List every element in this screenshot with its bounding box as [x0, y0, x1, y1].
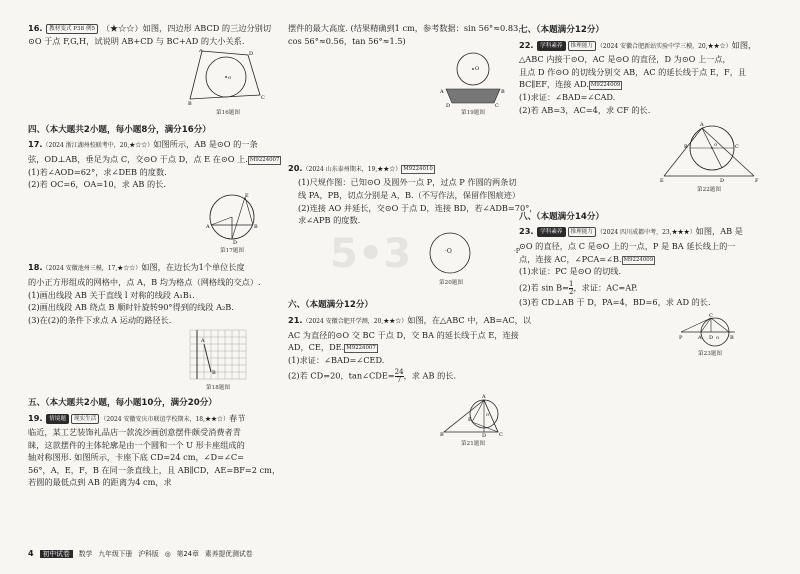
- section-8-heading: 八、（本题满分14分）: [519, 211, 605, 222]
- figure-20: [428, 231, 533, 290]
- question-code: M9224007: [346, 345, 376, 352]
- circle-chord-diagram: [203, 193, 261, 245]
- fraction-24-7: $\frac{24}{7}$: [394, 368, 404, 385]
- svg-text:B: B: [730, 335, 734, 342]
- svg-text:B: B: [440, 432, 444, 439]
- label-center-o: ·O: [445, 247, 452, 255]
- figure-17-caption: 第17题图: [220, 247, 244, 254]
- svg-text:A: A: [199, 49, 203, 55]
- figure-23: [679, 312, 769, 361]
- figure-21-caption: 第21题图: [461, 441, 485, 448]
- section-5-heading: 五、（本大题共2小题，每小题10分，满分20分）: [28, 397, 217, 408]
- svg-text:O: O: [228, 75, 232, 81]
- figure-21: [438, 388, 533, 451]
- question-code: M9224009: [623, 256, 654, 263]
- inscribed-triangle-tangent-diagram: [654, 118, 764, 184]
- figure-22: [654, 118, 769, 197]
- section-4-heading: 四、（本大题共2小题，每小题8分，满分16分）: [28, 124, 211, 135]
- svg-text:A: A: [700, 122, 704, 129]
- column-right: [519, 22, 769, 361]
- question-code: M9224009: [590, 82, 621, 89]
- circle-point-diagram: [428, 231, 528, 277]
- watermark-logo: 5•3: [330, 231, 412, 277]
- question-19: 19. 情境题 现实生活 （2024 安徽安庆市联谊学校期末，18,★★☆）春节 临近，某工艺装饰礼品店一款流沙画创意摆件颇受消费者青 睐，这款摆件的主体轮廓是由一个圆和一个 U 形卡座组成的 轴对称图形. 如图所示，卡座下底 CD=24 cm，∠D=∠C= 56°，A，E，F，B 在同一条直线上，且 AB∥CD，AE=BF=2 cm， 若圆的最低点到 AB 的距离为4 cm，求: [28, 412, 281, 488]
- svg-text:E: E: [468, 417, 472, 424]
- svg-text:O: O: [486, 412, 490, 418]
- page-number: 4: [28, 549, 34, 558]
- grid-diagram: [188, 328, 248, 382]
- svg-text:D: D: [233, 239, 238, 245]
- figure-22-caption: 第22题图: [697, 187, 721, 194]
- svg-text:E: E: [245, 192, 249, 199]
- figure-19-caption: 第19题图: [461, 110, 485, 117]
- figure-23-caption: 第23题图: [698, 351, 722, 358]
- svg-text:B: B: [212, 370, 216, 377]
- svg-text:D: D: [446, 103, 451, 108]
- question-code: M9224010: [403, 165, 433, 172]
- svg-text:D: D: [249, 51, 254, 58]
- svg-text:E: E: [660, 178, 664, 185]
- figure-17: [203, 193, 273, 258]
- column-middle: 摆件的最大高度. (结果精确到1 cm，参考数据：sin 56°≈0.83， cos 56°≈0.56，tan 56°≈1.5) O A B D C 第19题图 20.（2024 山东泰州期末，19,★★☆） M9224010 (1)尺规作图：已知⊙O 及圆外一点 P，过点 P 作圆的两条切 线 PA，PB，切点分别是 A，B.（不写作法，保留作图痕迹） (2)连接 AO 并延长，交⊙O 于点 D，连接 BD，若∠ADB=70°， 求∠APB 的度数. ·O ·P 第20题图 六、（本题满分12分） 21.（2024 安徽合肥开学测，20,★★☆）如图，在△ABC 中，AB=AC，以 AC 为直径的⊙O 交 BC 于点 D，交 BA 的延长线于点 E，连接 AD，CE，DE. M9224007 (1)求证：∠BAD=∠CED. (2)若 CD=20，tan∠CDE= $\frac{24}{7}$ ，求 AB 的长. A B C D E O 第21题图: [288, 22, 533, 451]
- svg-text:D: D: [709, 335, 714, 342]
- figure-18: [188, 328, 273, 395]
- question-23: 23. 学科素养 推理能力 （2024 四川成都中考，23,★★★）如图，AB 是 ⊙O 的直径，点 C 是⊙O 上的一点，P 是 BA 延长线上的一 点，连接 AC，∠PCA=∠B. M9224009 (1)求证：PC 是⊙O 的切线. (2)若 sin B= $\frac{1}{2}$ ，求证：AC=AP. (3)若 CD⊥AB 于 D，PA=4，BD=6，求 AD 的长. C P A D O B 第23题图: [519, 225, 769, 361]
- svg-text:A: A: [698, 335, 702, 342]
- svg-text:P: P: [679, 335, 683, 342]
- figure-18-caption: 第18题图: [206, 385, 230, 392]
- svg-text:A: A: [482, 394, 486, 401]
- column-left: [28, 22, 281, 489]
- section-7-heading: 七、（本题满分12分）: [519, 25, 605, 35]
- diameter-tangent-diagram: [679, 312, 741, 348]
- question-20: 20.（2024 山东泰州期末，19,★★☆） M9224010 (1)尺规作图：已知⊙O 及圆外一点 P，过点 P 作圆的两条切 线 PA，PB，切点分别是 A，B.（不写作法，保留作图痕迹） (2)连接 AO 并延长，交⊙O 于点 D，连接 BD，若∠ADB=70°， 求∠APB 的度数. ·O ·P 第20题图: [288, 162, 533, 290]
- brand-logo: 初中试卷: [40, 550, 73, 558]
- ornament-diagram: [438, 49, 508, 107]
- question-22: 22. 学科素养 推理能力 （2024 安徽合肥新站实验中学三模，20,★★☆）如图， △ABC 内接于⊙O，AC 是⊙O 的直径，D 为⊙O 上一点， 且点 D 作⊙O 的切线分别交 AB，AC 的延长线于点 E，F，且 BC∥EF，连接 AD. M9224009 (1)求证：∠BAD=∠CAD. (2)若 AB=3，AC=4，求 CF 的长. A B C D E F O 第22题图: [519, 39, 769, 197]
- label-point-p: ·P: [514, 247, 520, 255]
- svg-text:C: C: [495, 103, 499, 108]
- figure-16: [188, 49, 273, 120]
- svg-text:C: C: [499, 432, 503, 439]
- svg-text:B: B: [188, 101, 192, 108]
- quadrilateral-circle-diagram: [188, 49, 268, 107]
- svg-text:O: O: [475, 66, 480, 73]
- svg-text:B: B: [684, 144, 688, 151]
- question-16: 16. 教材变式 P38 例5 （★☆☆）如图，四边形 ABCD 的三边分别切 ⊙O 于点 F,G,H，试说明 AB+CD 与 BC+AD 的大小关系. A D C B O 第16题图: [28, 22, 273, 120]
- svg-text:A: A: [206, 223, 210, 230]
- question-21: 21.（2024 安徽合肥开学测，20,★★☆）如图，在△ABC 中，AB=AC，以 AC 为直径的⊙O 交 BC 于点 D，交 BA 的延长线于点 E，连接 AD，CE，DE. M9224007 (1)求证：∠BAD=∠CED. (2)若 CD=20，tan∠CDE= $\frac{24}{7}$ ，求 AB 的长. A B C D E O 第21题图: [288, 314, 533, 451]
- question-17: 17.（2024 浙江湖州校联考中，20,★☆☆）如图所示，AB 是⊙O 的一条 弦，OD⊥AB，垂足为点 C，交⊙O 于点 D，点 E 在⊙O 上. M9224007 (1)若∠AOD=62°，求∠DEB 的度数. (2)若 OC=6，OA=10，求 AB 的长. E A B D 第17题图: [28, 138, 273, 257]
- svg-text:D: D: [482, 433, 487, 439]
- figure-16-caption: 第16题图: [216, 110, 240, 117]
- svg-text:O: O: [716, 335, 720, 341]
- question-18: 18.（2024 安徽池州三模，17,★☆☆）如图，在边长为1个单位长度 的小正方形组成的网格中，点 A，B 均为格点（网格线的交点）. (1)画出线段 AB 关于直线 l 对称的线段 A₁B₁. (2)画出线段 AB 绕点 B 顺时针旋转90°得到的线段 A₂B. (3)在(2)的条件下求点 A 运动的路径长. A B 第18题图: [28, 261, 273, 395]
- svg-text:B: B: [254, 223, 258, 230]
- svg-text:B: B: [501, 89, 505, 96]
- question-code: M9224007: [249, 156, 280, 163]
- svg-text:F: F: [755, 178, 759, 185]
- section-6-heading: 六、（本题满分12分）: [288, 300, 374, 311]
- svg-text:O: O: [714, 142, 718, 148]
- fraction-1-2: $\frac{1}{2}$: [568, 279, 574, 296]
- svg-text:D: D: [720, 178, 725, 185]
- svg-text:A: A: [440, 89, 444, 96]
- tag-textbook: 教材变式 P38 例5: [46, 24, 98, 34]
- svg-text:C: C: [735, 144, 739, 151]
- triangle-circle-diagram: [438, 388, 508, 438]
- svg-text:C: C: [709, 313, 713, 320]
- svg-text:A: A: [201, 338, 205, 345]
- svg-text:C: C: [261, 95, 265, 102]
- figure-20-caption: 第20题图: [439, 279, 463, 286]
- page-footer: 4 初中试卷 数学 九年级下册 沪科版 ◎ 第24章 素养提优测试卷: [28, 549, 253, 558]
